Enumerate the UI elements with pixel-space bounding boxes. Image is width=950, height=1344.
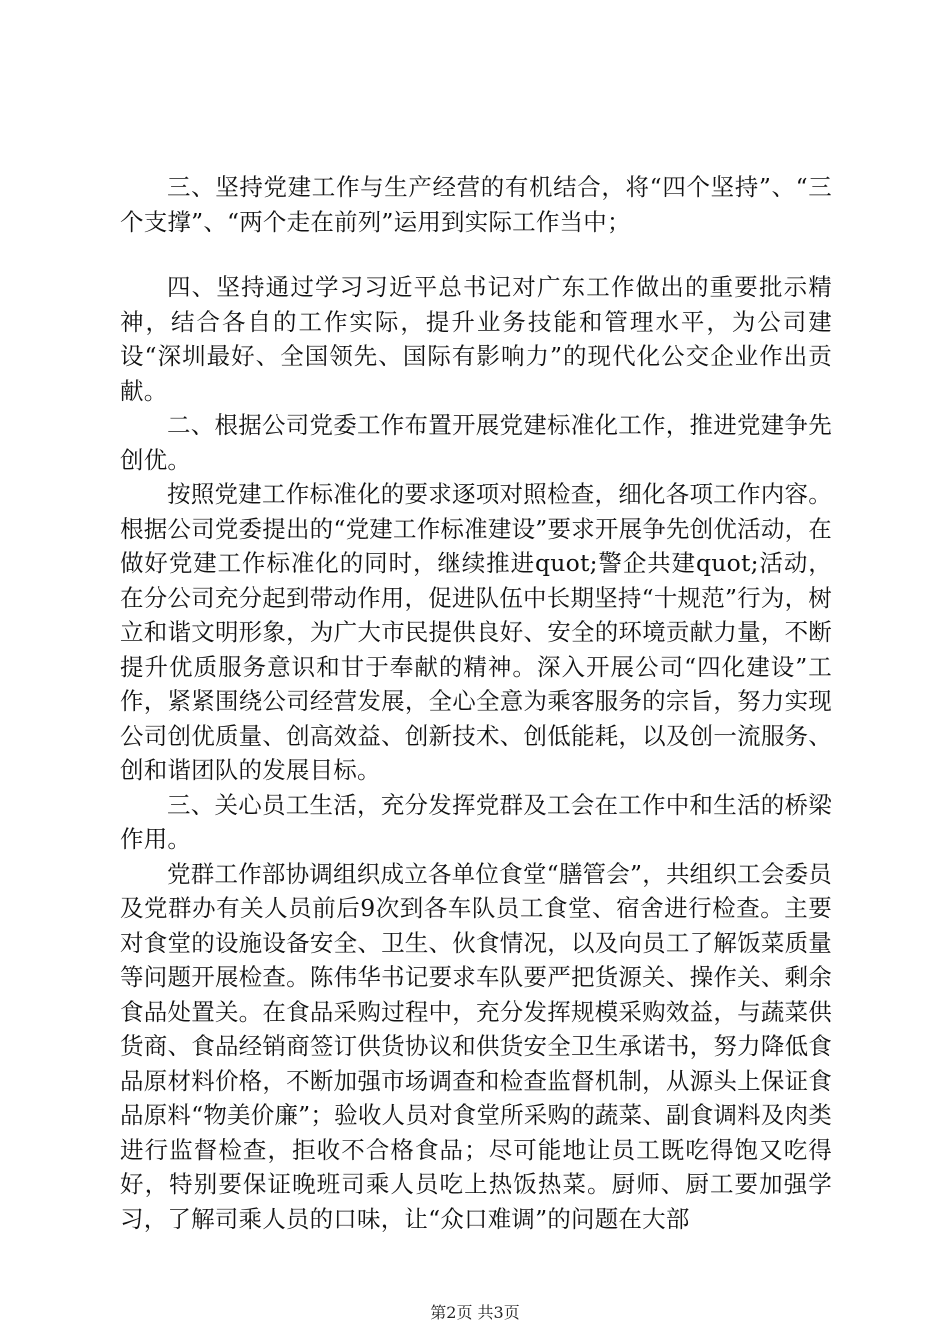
document-body xyxy=(120,170,832,1236)
paragraph-6: 党群工作部协调组织成立各单位食堂“膳管会”，共组织工会委员及党群办有关人员前后9次到各车队员工食堂、宿舍进行检查。主要对食堂的设施设备安全、卫生、伙食情况，以及向员工了解饭菜质量等问题开展检查。陈伟华书记要求车队要严把货源关、操作关、剩余食品处置关。在食品采购过程中，充分发挥规模采购效益，与蔬菜供货商、食品经销商签订供货协议和供货安全卫生承诺书，努力降低食品原材料价格，不断加强市场调查和检查监督机制，从源头上保证食品原料“物美价廉”；验收人员对食堂所采购的蔬菜、副食调料及肉类进行监督检查，拒收不合格食品；尽可能地让员工既吃得饱又吃得好，特别要保证晚班司乘人员吃上热饭热菜。厨师、厨工要加强学习，了解司乘人员的口味，让“众口难调”的问题在大部 xyxy=(120,859,832,1233)
paragraph-1: 三、坚持党建工作与生产经营的有机结合，将“四个坚持”、“三个支撑”、“两个走在前列”运用到实际工作当中； xyxy=(120,173,832,236)
paragraph-5-heading: 三、关心员工生活，充分发挥党群及工会在工作中和生活的桥梁作用。 xyxy=(120,790,832,853)
paragraph-2: 四、坚持通过学习习近平总书记对广东工作做出的重要批示精神，结合各自的工作实际，提升业务技能和管理水平，为公司建设“深圳最好、全国领先、国际有影响力”的现代化公交企业作出贡献。 xyxy=(120,273,832,405)
paragraph-4: 按照党建工作标准化的要求逐项对照检查，细化各项工作内容。根据公司党委提出的“党建工作标准建设”要求开展争先创优活动，在做好党建工作标准化的同时，继续推进quot;警企共建quot;活动，在分公司充分起到带动作用，促进队伍中长期坚持“十规范”行为，树立和谐文明形象，为广大市民提供良好、安全的环境贡献力量，不断提升优质服务意识和甘于奉献的精神。深入开展公司“四化建设”工作，紧紧围绕公司经营发展，全心全意为乘客服务的宗旨，努力实现公司创优质量、创高效益、创新技术、创低能耗，以及创一流服务、创和谐团队的发展目标。 xyxy=(120,480,832,784)
page-number-footer: 第2页 共3页 xyxy=(430,1303,520,1322)
paragraph-3-heading: 二、根据公司党委工作布置开展党建标准化工作，推进党建争先创优。 xyxy=(120,411,832,474)
